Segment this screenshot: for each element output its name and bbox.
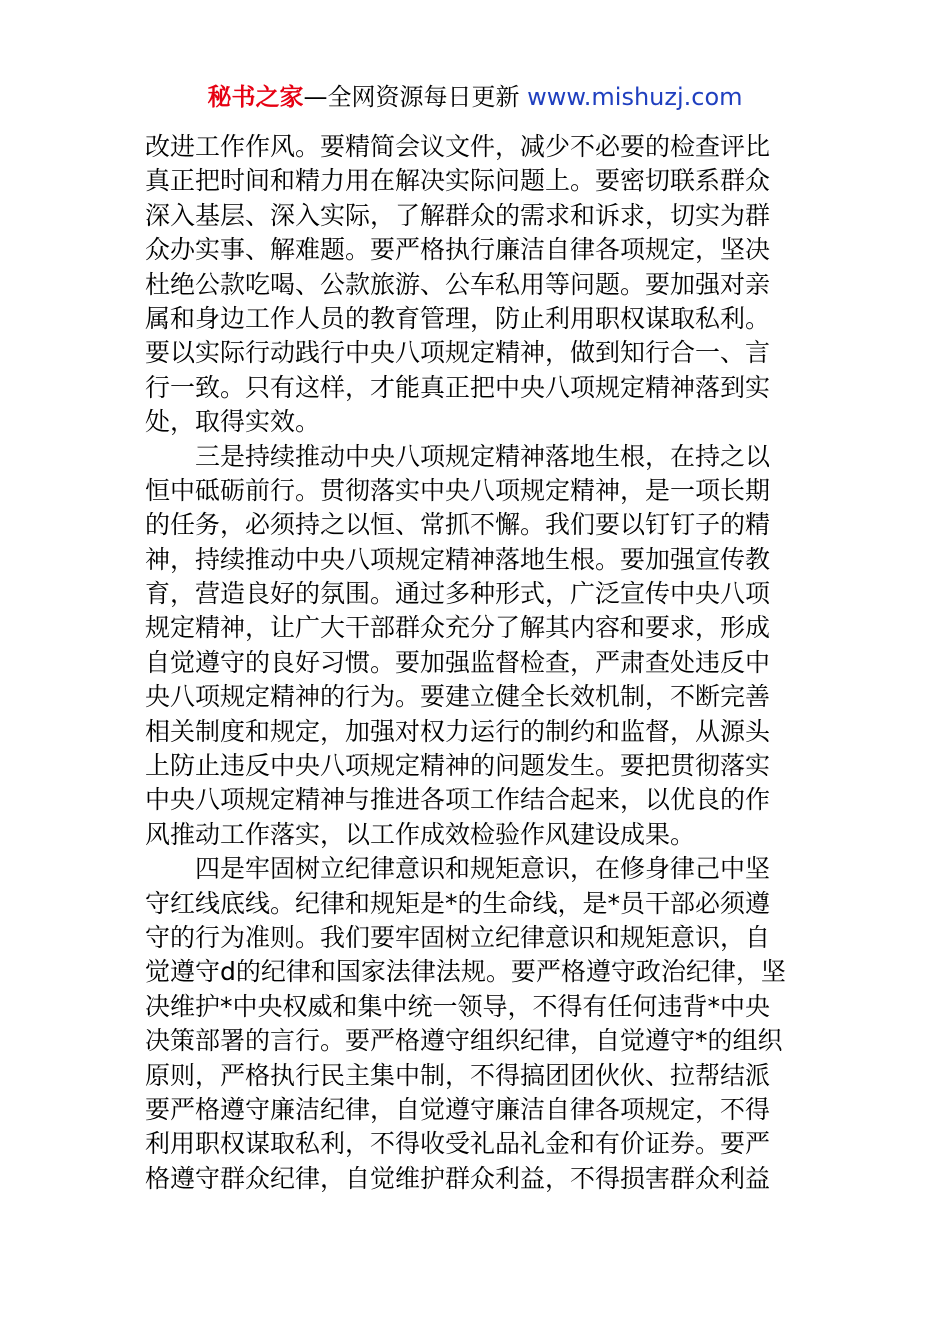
text-line: 自觉遵守的良好习惯。要加强监督检查，严肃查处违反中 (145, 647, 771, 677)
text-line: 要以实际行动践行中央八项规定精神，做到知行合一、言 (145, 338, 771, 368)
text-line: 守红线底线。纪律和规矩是*的生命线，是*员干部必须遵 (145, 888, 771, 918)
text-line: 利用职权谋取私利，不得收受礼品礼金和有价证券。要严 (145, 1129, 771, 1159)
text-line: 上防止违反中央八项规定精神的问题发生。要把贯彻落实 (145, 751, 771, 781)
text-line: 守的行为准则。我们要牢固树立纪律意识和规矩意识，自 (145, 922, 771, 952)
paragraph-start-line: 四是牢固树立纪律意识和规矩意识，在修身律己中坚 (195, 854, 771, 884)
page-header (0, 80, 950, 114)
text-line: 的任务，必须持之以恒、常抓不懈。我们要以钉钉子的精 (145, 510, 771, 540)
text-line: 属和身边工作人员的教育管理，防止利用职权谋取私利。 (145, 303, 771, 333)
text-line: 相关制度和规定，加强对权力运行的制约和监督，从源头 (145, 716, 771, 746)
text-line: 神，持续推动中央八项规定精神落地生根。要加强宣传教 (145, 544, 771, 574)
text-line: 原则，严格执行民主集中制，不得搞团团伙伙、拉帮结派 (145, 1060, 771, 1090)
site-brand: 秘书之家 (207, 83, 304, 111)
text-line: 决维护*中央权威和集中统一领导，不得有任何违背*中央 (145, 991, 771, 1021)
site-tagline: —全网资源每日更新 (303, 83, 528, 111)
text-line: 决策部署的言行。要严格遵守组织纪律，自觉遵守*的组织 (145, 1026, 783, 1056)
text-line: 改进工作作风。要精简会议文件，减少不必要的检查评比 (145, 132, 771, 161)
text-line: 处，取得实效。 (145, 407, 321, 437)
text-line: 央八项规定精神的行为。要建立健全长效机制，不断完善 (145, 682, 771, 712)
text-line: 觉遵守d的纪律和国家法律法规。要严格遵守政治纪律，坚 (145, 957, 786, 987)
text-line: 恒中砥砺前行。贯彻落实中央八项规定精神，是一项长期 (145, 475, 771, 505)
text-line: 格遵守群众纪律，自觉维护群众利益，不得损害群众利益 (145, 1163, 771, 1193)
site-url[interactable]: www.mishuzj.com (527, 83, 743, 111)
text-line: 杜绝公款吃喝、公款旅游、公车私用等问题。要加强对亲 (145, 269, 771, 299)
text-line: 众办实事、解难题。要严格执行廉洁自律各项规定，坚决 (145, 235, 771, 265)
text-line: 育，营造良好的氛围。通过多种形式，广泛宣传中央八项 (145, 579, 771, 609)
text-line: 风推动工作落实，以工作成效检验作风建设成果。 (145, 819, 696, 849)
paragraph-start-line: 三是持续推动中央八项规定精神落地生根，在持之以 (195, 441, 771, 471)
document-body (145, 130, 815, 1196)
text-line: 深入基层、深入实际，了解群众的需求和诉求，切实为群 (145, 200, 771, 230)
text-line: 真正把时间和精力用在解决实际问题上。要密切联系群众 (145, 166, 771, 196)
text-line: 要严格遵守廉洁纪律，自觉遵守廉洁自律各项规定，不得 (145, 1094, 771, 1124)
text-line: 中央八项规定精神与推进各项工作结合起来，以优良的作 (145, 785, 771, 815)
text-line: 行一致。只有这样，才能真正把中央八项规定精神落到实 (145, 372, 771, 402)
text-line: 规定精神，让广大干部群众充分了解其内容和要求，形成 (145, 613, 771, 643)
